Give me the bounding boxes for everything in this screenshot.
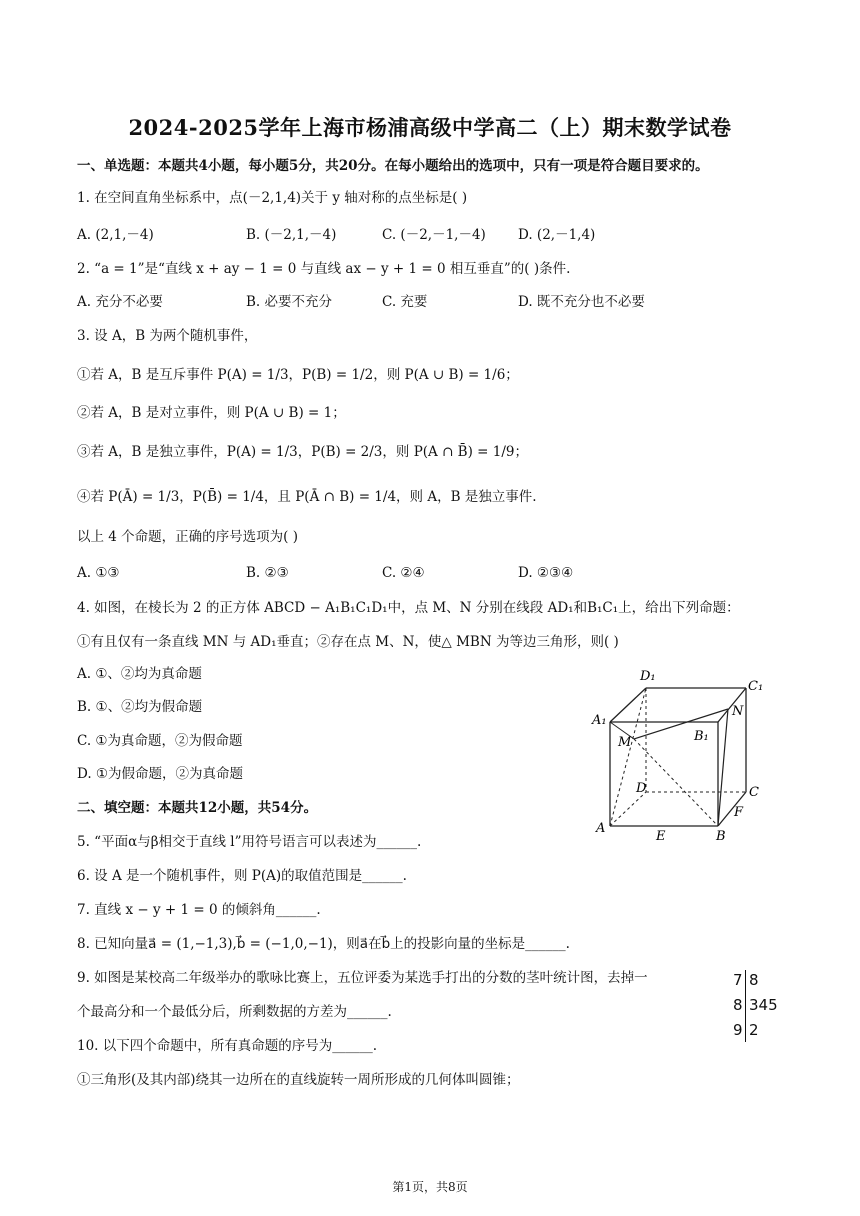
q3-prompt: 以上 4 个命题，正确的序号选项为( ) — [77, 529, 298, 545]
page-footer: 第1页，共8页 — [392, 1180, 468, 1194]
label-b1: B₁ — [694, 729, 709, 744]
question-4-stem: 4. 如图，在棱长为 2 的正方体 ABCD − A₁B₁C₁D₁中，点 M、N 分别在线段 AD₁和B₁C₁上，给出下列命题： — [77, 600, 740, 616]
label-f: F — [734, 805, 744, 820]
question-2-stem: 2. “a = 1”是“直线 x + ay − 1 = 0 与直线 ax − y + 1 = 0 相互垂直”的( )条件. — [77, 261, 571, 277]
q3-item-1: ①若 A，B 是互斥事件 P(A) = 1/3，P(B) = 1/2，则 P(A ∪ B) = 1/6； — [77, 367, 519, 383]
label-c: C — [749, 785, 759, 800]
q3-option-d: D. ②③④ — [518, 565, 574, 581]
edge-a-d — [610, 792, 646, 826]
segment-m-b — [634, 739, 718, 826]
question-1-stem: 1. 在空间直角坐标系中，点(－2,1,4)关于 y 轴对称的点坐标是( ) — [77, 190, 468, 206]
segment-a-d1 — [610, 688, 646, 826]
q4-option-b: B. ①、②均为假命题 — [77, 699, 203, 715]
q3-option-a: A. ①③ — [77, 565, 120, 581]
q1-option-b: B. (－2,1,－4) — [246, 227, 337, 243]
q3-item-2: ②若 A，B 是对立事件，则 P(A ∪ B) = 1； — [77, 405, 346, 421]
stem-leaf-divider — [745, 970, 746, 1042]
label-d: D — [636, 781, 647, 796]
question-8: 8. 已知向量a⃗ = (1,−1,3),b⃗ = (−1,0,−1)，则a⃗在b⃗上的投影向量的坐标是______. — [77, 936, 570, 952]
q2-option-d: D. 既不充分也不必要 — [518, 294, 645, 310]
label-n: N — [732, 704, 744, 719]
q3-item-4: ④若 P(Ā) = 1/3，P(B̄) = 1/4，且 P(Ā ∩ B) = 1/4，则 A，B 是独立事件. — [77, 489, 537, 505]
q3-item-3: ③若 A，B 是独立事件，P(A) = 1/3，P(B) = 2/3，则 P(A ∩ B̄) = 1/9； — [77, 444, 528, 460]
q3-option-c: C. ②④ — [382, 565, 425, 581]
label-e: E — [656, 829, 666, 844]
section-1-heading: 一、单选题：本题共4小题，每小题5分，共20分。在每小题给出的选项中，只有一项是符合题目要求的。 — [77, 158, 709, 174]
stem-value: 9 — [733, 1021, 743, 1039]
q4-option-c: C. ①为真命题，②为假命题 — [77, 733, 243, 749]
leaf-values: 8 — [749, 971, 759, 989]
q4-option-d: D. ①为假命题，②为真命题 — [77, 766, 244, 782]
stem-value: 8 — [733, 996, 743, 1014]
label-b: B — [716, 829, 726, 844]
q1-option-a: A. (2,1,－4) — [77, 227, 154, 243]
leaf-values: 2 — [749, 1021, 759, 1039]
edge-a1-d1 — [610, 688, 646, 722]
question-10-stem: 10. 以下四个命题中，所有真命题的序号为______. — [77, 1038, 378, 1054]
q1-option-c: C. (－2,－1,－4) — [382, 227, 486, 243]
label-d1: D₁ — [640, 669, 656, 684]
question-7: 7. 直线 x − y + 1 = 0 的倾斜角______. — [77, 902, 321, 918]
q4-option-a: A. ①、②均为真命题 — [77, 666, 202, 682]
stem-leaf-plot — [733, 968, 793, 1048]
q1-option-d: D. (2,－1,4) — [518, 227, 596, 243]
page-title: 2024-2025学年上海市杨浦高级中学高二（上）期末数学试卷 — [128, 115, 732, 140]
cube-figure — [588, 660, 778, 850]
q2-option-c: C. 充要 — [382, 294, 428, 310]
question-3-stem: 3. 设 A，B 为两个随机事件， — [77, 328, 258, 344]
question-10-item-1: ①三角形(及其内部)绕其一边所在的直线旋转一周所形成的几何体叫圆锥； — [77, 1072, 520, 1088]
segment-m-n — [634, 709, 728, 739]
stem-value: 7 — [733, 971, 743, 989]
question-9-line-2: 个最高分和一个最低分后，所剩数据的方差为______. — [77, 1004, 392, 1020]
label-m: M — [618, 735, 632, 750]
label-c1: C₁ — [748, 679, 764, 694]
q2-option-a: A. 充分不必要 — [77, 294, 163, 310]
question-6: 6. 设 A 是一个随机事件，则 P(A)的取值范围是______. — [77, 868, 407, 884]
question-5: 5. “平面α与β相交于直线 l”用符号语言可以表述为______. — [77, 834, 422, 850]
question-9-line-1: 9. 如图是某校高二年级举办的歌咏比赛上，五位评委为某选手打出的分数的茎叶统计图，去掉一 — [77, 970, 648, 986]
label-a: A — [596, 821, 606, 836]
q2-option-b: B. 必要不充分 — [246, 294, 333, 310]
q3-option-b: B. ②③ — [246, 565, 289, 581]
label-a1: A₁ — [592, 713, 607, 728]
leaf-values: 345 — [749, 996, 778, 1014]
section-2-heading: 二、填空题：本题共12小题，共54分。 — [77, 800, 318, 816]
segment-n-b — [718, 709, 728, 826]
question-4-stem-2: ①有且仅有一条直线 MN 与 AD₁垂直；②存在点 M、N，使△ MBN 为等边三角形，则( ) — [77, 634, 619, 650]
